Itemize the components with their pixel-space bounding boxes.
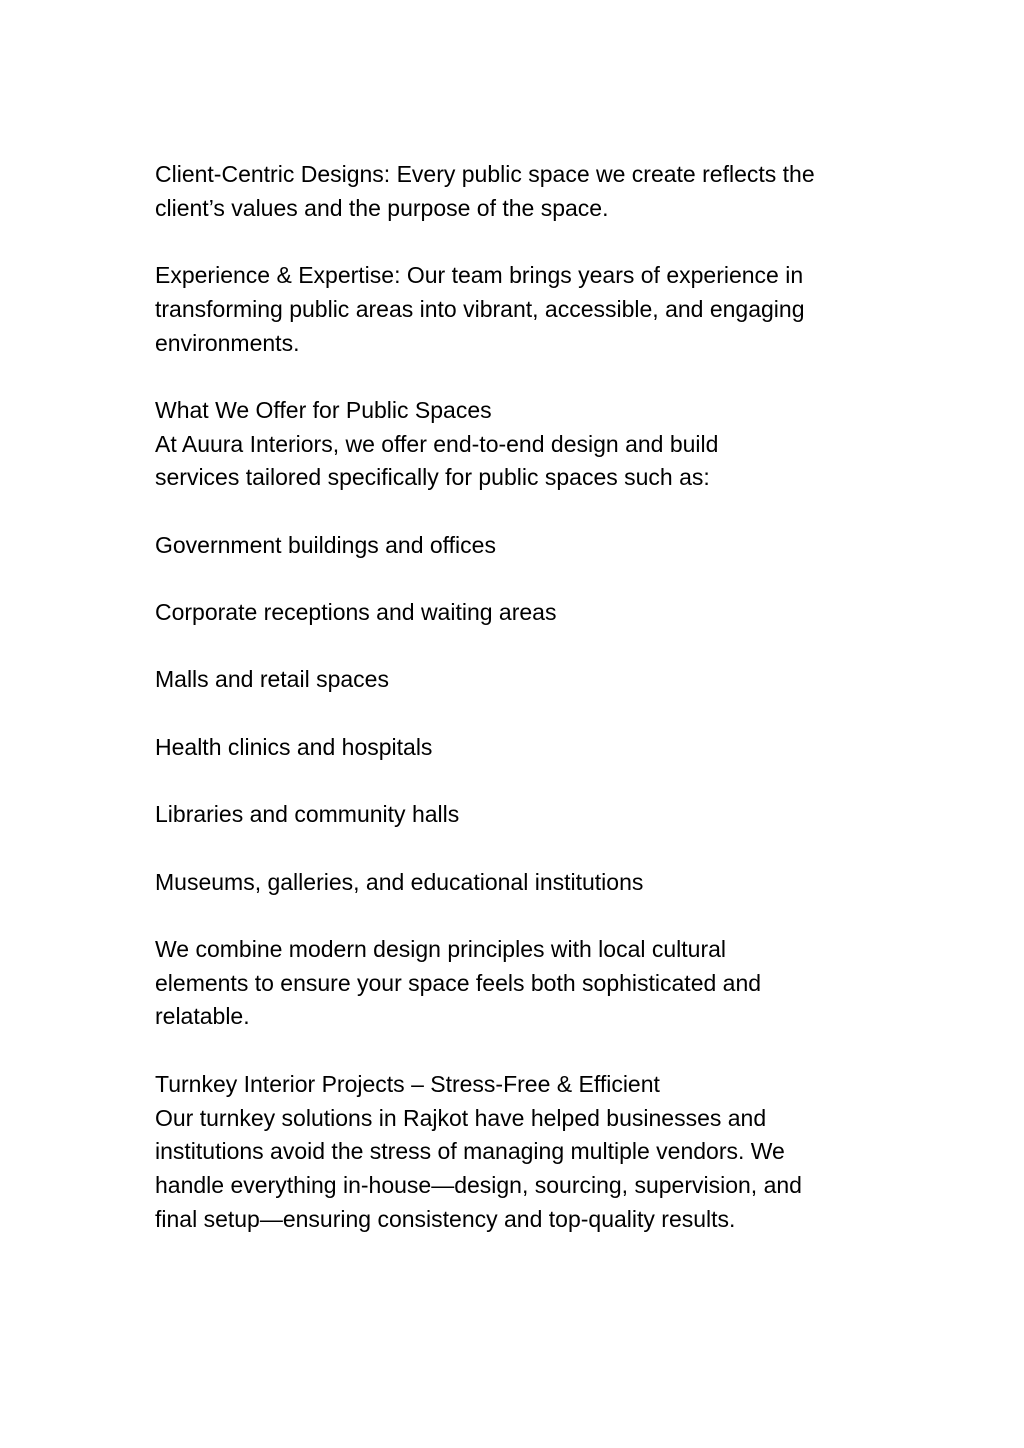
client-centric-paragraph bbox=[155, 158, 895, 225]
text-line: transforming public areas into vibrant, accessible, and engaging bbox=[155, 295, 805, 322]
text-line: Our turnkey solutions in Rajkot have helped businesses and bbox=[155, 1104, 767, 1131]
public-spaces-list bbox=[155, 529, 895, 900]
section-heading-offer: What We Offer for Public Spaces bbox=[155, 396, 492, 423]
text-line: Client-Centric Designs: Every public space we create reflects the bbox=[155, 161, 815, 187]
text-line: relatable. bbox=[155, 1003, 250, 1030]
text-line: At Auura Interiors, we offer end-to-end design and build bbox=[155, 430, 719, 457]
list-item: Government buildings and offices bbox=[155, 531, 496, 558]
list-item: Museums, galleries, and educational institutions bbox=[155, 868, 644, 895]
text-line: environments. bbox=[155, 329, 300, 356]
section-heading-turnkey: Turnkey Interior Projects – Stress-Free & Efficient bbox=[155, 1070, 660, 1097]
turnkey-section bbox=[155, 1068, 895, 1237]
list-item: Libraries and community halls bbox=[155, 801, 460, 828]
list-item: Malls and retail spaces bbox=[155, 666, 389, 693]
text-line: client’s values and the purpose of the space. bbox=[155, 194, 609, 221]
experience-paragraph bbox=[155, 259, 895, 360]
text-line: elements to ensure your space feels both sophisticated and bbox=[155, 969, 762, 996]
text-line: services tailored specifically for public spaces such as: bbox=[155, 464, 710, 491]
text-line: We combine modern design principles with local cultural bbox=[155, 936, 727, 963]
text-line: handle everything in-house—design, sourcing, supervision, and bbox=[155, 1171, 802, 1198]
offer-section bbox=[155, 394, 895, 495]
text-line: final setup—ensuring consistency and top-quality results. bbox=[155, 1205, 736, 1232]
list-item: Health clinics and hospitals bbox=[155, 733, 433, 760]
document-page bbox=[155, 158, 895, 1270]
list-item: Corporate receptions and waiting areas bbox=[155, 599, 557, 626]
combine-paragraph bbox=[155, 933, 895, 1034]
text-line: institutions avoid the stress of managing multiple vendors. We bbox=[155, 1138, 785, 1165]
text-line: Experience & Expertise: Our team brings years of experience in bbox=[155, 262, 804, 289]
